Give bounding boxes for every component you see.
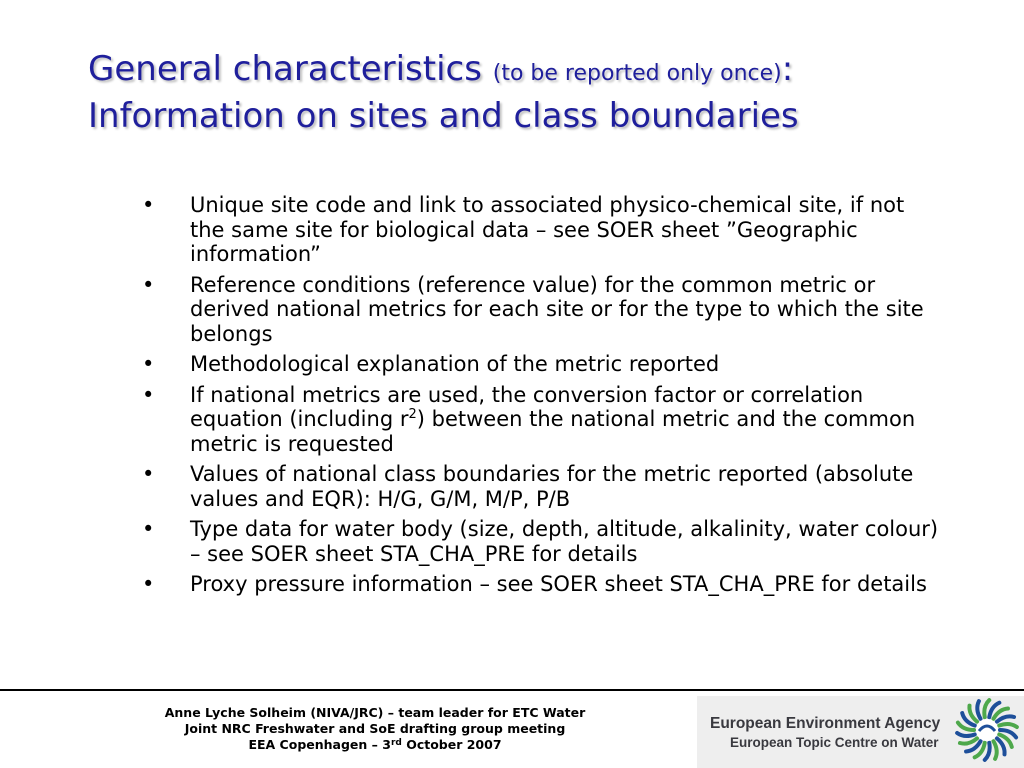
bullet-text: Values of national class boundaries for the metric reported (absolute values and EQR): H/G, G/M, M/P, P/B [190,462,914,511]
list-item [142,273,942,347]
eea-emblem-icon [955,698,1019,762]
footer-text-part: EEA Copenhagen – 3 [248,737,391,752]
bullet-text: Proxy pressure information – see SOER sheet STA_CHA_PRE for details [190,572,927,596]
list-item [142,462,942,511]
bullet-icon: • [142,382,155,407]
emblem-ray [977,701,980,719]
bullet-icon: • [142,517,155,541]
bullet-list [142,193,942,603]
footer-divider [0,689,1024,691]
bullet-text: Unique site code and link to associated physico-chemical site, if not the same site for biological data – see SOER sheet ”Geographic information” [190,193,905,266]
bullet-text-part: If national metrics are used, the conversion factor or correlation equation (including r [190,382,864,431]
emblem-ray [994,741,997,759]
superscript: 2 [408,407,417,422]
bullet-icon: • [142,352,155,376]
list-item [142,517,942,566]
superscript: rd [390,738,402,748]
list-item [142,352,942,377]
slide-title [88,48,1008,137]
bullet-text-part: ) between the national metric and the common metric is requested [190,407,916,456]
bullet-icon: • [142,272,155,297]
title-colon: : [781,49,794,89]
emblem-ray [960,738,977,743]
list-item [142,193,942,267]
agency-logo-text [710,714,940,752]
bullet-text: Type data for water body (size, depth, altitude, alkalinity, water colour) – see SOER sheet STA_CHA_PRE for details [190,517,939,566]
title-main: General characteristics [88,49,493,89]
title-line2: Information on sites and class boundaries [88,96,799,136]
footer-credits [80,705,670,753]
list-item [142,383,942,457]
footer-text-part: October 2007 [401,737,502,752]
footer-line [80,737,670,753]
bullet-icon: • [142,193,155,217]
emblem-ray [999,724,1017,727]
footer-line: Joint NRC Freshwater and SoE drafting group meeting [184,721,566,736]
emblem-ray [957,733,975,736]
title-note: (to be reported only once) [492,61,782,86]
emblem-ray [997,716,1014,721]
footer-line: Anne Lyche Solheim (NIVA/JRC) – team leader for ETC Water [164,705,586,720]
list-item [142,572,942,597]
bullet-text: Methodological explanation of the metric reported [190,352,720,376]
bullet-icon: • [142,462,155,486]
bullet-text: Reference conditions (reference value) for the common metric or derived national metrics for each site or for the type to which the site belongs [190,272,924,346]
bullet-icon: • [142,572,155,596]
centre-name: European Topic Centre on Water [730,735,939,750]
bullet-text [190,383,915,456]
agency-name: European Environment Agency [710,715,941,732]
